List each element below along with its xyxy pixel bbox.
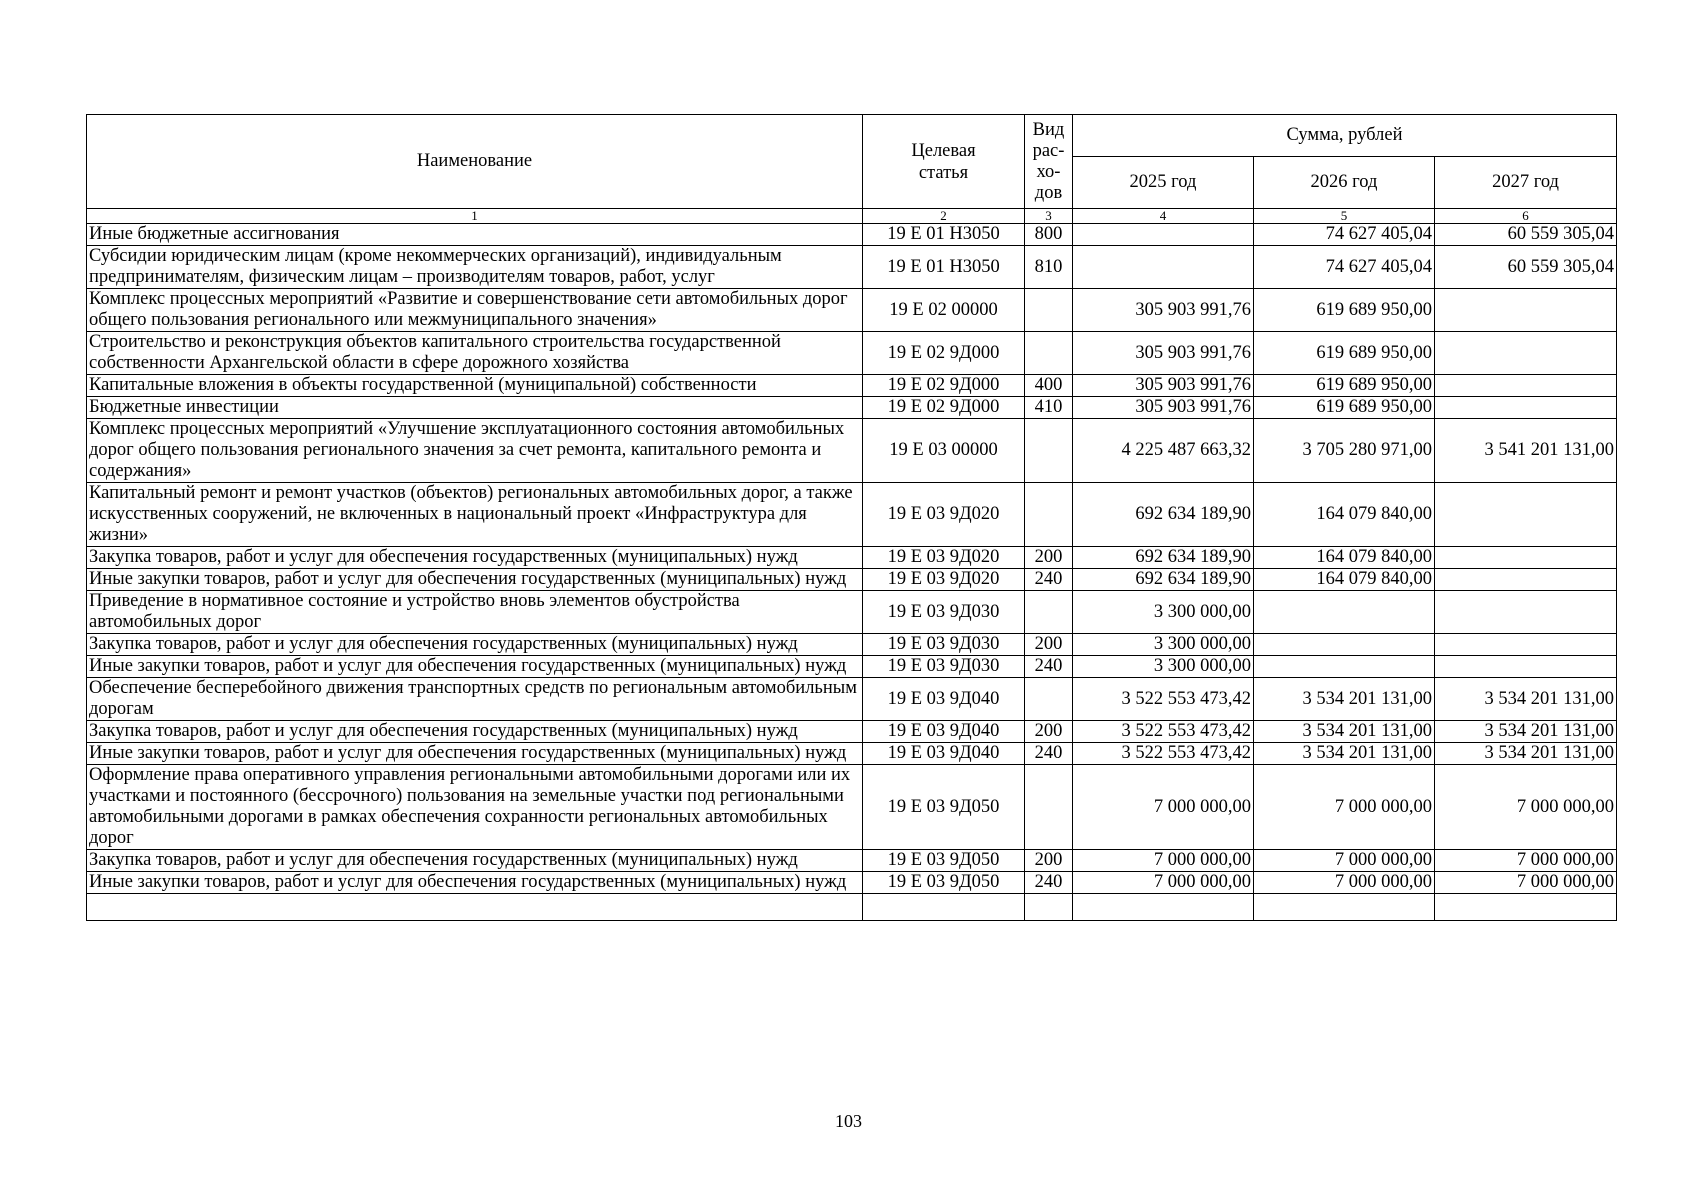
row-target-article-cell: 19 Е 03 9Д030 (863, 656, 1025, 678)
row-amount-2026-cell: 7 000 000,00 (1254, 850, 1435, 872)
row-amount-2025-cell: 305 903 991,76 (1073, 332, 1254, 375)
row-amount-2026-cell: 164 079 840,00 (1254, 547, 1435, 569)
row-amount-2026-cell (1254, 656, 1435, 678)
row-amount-2025-cell: 3 522 553 473,42 (1073, 721, 1254, 743)
row-amount-2026-cell: 74 627 405,04 (1254, 246, 1435, 289)
row-amount-2026-cell: 619 689 950,00 (1254, 375, 1435, 397)
row-target-article-cell: 19 Е 02 00000 (863, 289, 1025, 332)
header-expense-kind (1025, 115, 1073, 209)
row-expense-kind-cell (1025, 289, 1073, 332)
header-year-2025: 2025 год (1073, 157, 1254, 209)
row-amount-2026-cell: 619 689 950,00 (1254, 289, 1435, 332)
table-row (87, 721, 1617, 743)
row-amount-2026-cell: 619 689 950,00 (1254, 397, 1435, 419)
row-target-article-cell: 19 Е 03 9Д050 (863, 765, 1025, 850)
row-amount-2025-cell: 3 300 000,00 (1073, 591, 1254, 634)
row-amount-2025-cell: 692 634 189,90 (1073, 547, 1254, 569)
table-row (87, 743, 1617, 765)
header-year-2027: 2027 год (1435, 157, 1617, 209)
header-target-article-label: Целевая статья (911, 140, 976, 183)
header-sum: Сумма, рублей (1073, 115, 1617, 157)
row-expense-kind-cell (1025, 483, 1073, 547)
row-name-cell: Оформление права оперативного управления региональными автомобильными дорогами или их участками и постоянного (бессрочного) пользования на земельные участки под региональными автомобильными дорогами в рамках обеспечения сохранности региональных автомобильных дорог (87, 765, 863, 850)
row-name-cell: Иные закупки товаров, работ и услуг для обеспечения государственных (муниципальных) нужд (87, 656, 863, 678)
table-row (87, 850, 1617, 872)
row-amount-2027-cell: 3 534 201 131,00 (1435, 678, 1617, 721)
row-expense-kind-cell: 200 (1025, 547, 1073, 569)
row-amount-2025-cell: 3 522 553 473,42 (1073, 678, 1254, 721)
row-target-article-cell: 19 Е 03 9Д050 (863, 850, 1025, 872)
row-name-cell: Комплекс процессных мероприятий «Развитие и совершенствование сети автомобильных дорог общего пользования регионального или межмуниципального значения» (87, 289, 863, 332)
row-expense-kind-cell: 810 (1025, 246, 1073, 289)
row-name-cell: Закупка товаров, работ и услуг для обеспечения государственных (муниципальных) нужд (87, 547, 863, 569)
row-target-article-cell: 19 Е 03 9Д030 (863, 591, 1025, 634)
row-amount-2025-cell: 692 634 189,90 (1073, 569, 1254, 591)
row-amount-2027-cell: 60 559 305,04 (1435, 224, 1617, 246)
table-row (87, 224, 1617, 246)
row-amount-2025-cell: 3 522 553 473,42 (1073, 743, 1254, 765)
column-number: 4 (1073, 209, 1254, 224)
table-row (87, 569, 1617, 591)
row-target-article-cell: 19 Е 03 9Д040 (863, 678, 1025, 721)
row-target-article-cell: 19 Е 01 Н3050 (863, 224, 1025, 246)
row-expense-kind-cell: 410 (1025, 397, 1073, 419)
row-target-article-cell: 19 Е 02 9Д000 (863, 397, 1025, 419)
row-expense-kind-cell: 200 (1025, 850, 1073, 872)
row-target-article-cell: 19 Е 03 9Д040 (863, 743, 1025, 765)
row-target-article-cell: 19 Е 03 9Д020 (863, 547, 1025, 569)
table-row (87, 246, 1617, 289)
row-amount-2027-cell: 7 000 000,00 (1435, 850, 1617, 872)
row-amount-2026-cell: 3 534 201 131,00 (1254, 678, 1435, 721)
header-expense-kind-line: Вид (1032, 119, 1065, 140)
row-name-cell: Приведение в нормативное состояние и устройство вновь элементов обустройства автомобильных дорог (87, 591, 863, 634)
row-amount-2027-cell: 60 559 305,04 (1435, 246, 1617, 289)
row-target-article-cell: 19 Е 02 9Д000 (863, 332, 1025, 375)
row-name-cell: Комплекс процессных мероприятий «Улучшение эксплуатационного состояния автомобильных дорог общего пользования регионального значения за счет ремонта, капитального ремонта и содержания» (87, 419, 863, 483)
row-name-cell: Иные закупки товаров, работ и услуг для обеспечения государственных (муниципальных) нужд (87, 743, 863, 765)
row-target-article-cell: 19 Е 02 9Д000 (863, 375, 1025, 397)
row-amount-2025-cell: 692 634 189,90 (1073, 483, 1254, 547)
row-amount-2027-cell: 3 534 201 131,00 (1435, 743, 1617, 765)
row-name-cell: Бюджетные инвестиции (87, 397, 863, 419)
row-amount-2027-cell: 3 541 201 131,00 (1435, 419, 1617, 483)
row-name-cell: Иные закупки товаров, работ и услуг для обеспечения государственных (муниципальных) нужд (87, 569, 863, 591)
table-row (87, 872, 1617, 894)
table-row (87, 419, 1617, 483)
row-amount-2027-cell (1435, 656, 1617, 678)
row-name-cell: Капитальные вложения в объекты государственной (муниципальной) собственности (87, 375, 863, 397)
row-amount-2027-cell (1435, 332, 1617, 375)
row-target-article-cell: 19 Е 03 9Д040 (863, 721, 1025, 743)
row-amount-2025-cell: 3 300 000,00 (1073, 634, 1254, 656)
column-number: 2 (863, 209, 1025, 224)
row-target-article-cell: 19 Е 03 9Д020 (863, 569, 1025, 591)
table-row (87, 547, 1617, 569)
table-row (87, 332, 1617, 375)
table-row (87, 634, 1617, 656)
row-expense-kind-cell (1025, 765, 1073, 850)
table-row (87, 591, 1617, 634)
row-amount-2025-cell: 305 903 991,76 (1073, 289, 1254, 332)
budget-table (86, 114, 1617, 921)
row-amount-2025-cell: 7 000 000,00 (1073, 850, 1254, 872)
row-amount-2027-cell (1435, 634, 1617, 656)
row-amount-2027-cell: 3 534 201 131,00 (1435, 721, 1617, 743)
row-name-cell: Закупка товаров, работ и услуг для обеспечения государственных (муниципальных) нужд (87, 721, 863, 743)
row-amount-2026-cell: 7 000 000,00 (1254, 765, 1435, 850)
row-name-cell: Капитальный ремонт и ремонт участков (объектов) региональных автомобильных дорог, а также искусственных сооружений, не включенных в национальный проект «Инфраструктура для жизни» (87, 483, 863, 547)
row-expense-kind-cell (1025, 678, 1073, 721)
table-header (87, 115, 1617, 224)
row-amount-2027-cell (1435, 483, 1617, 547)
row-amount-2026-cell: 3 705 280 971,00 (1254, 419, 1435, 483)
row-amount-2027-cell (1435, 569, 1617, 591)
row-amount-2025-cell: 7 000 000,00 (1073, 765, 1254, 850)
row-target-article-cell: 19 Е 03 9Д020 (863, 483, 1025, 547)
row-amount-2026-cell: 74 627 405,04 (1254, 224, 1435, 246)
column-number: 6 (1435, 209, 1617, 224)
empty-row (87, 894, 1617, 921)
column-number: 1 (87, 209, 863, 224)
row-amount-2027-cell (1435, 397, 1617, 419)
column-number: 3 (1025, 209, 1073, 224)
row-expense-kind-cell: 400 (1025, 375, 1073, 397)
header-expense-kind-line: хо- (1036, 161, 1061, 182)
row-expense-kind-cell: 240 (1025, 743, 1073, 765)
row-expense-kind-cell: 240 (1025, 872, 1073, 894)
row-amount-2026-cell: 164 079 840,00 (1254, 483, 1435, 547)
row-amount-2026-cell: 619 689 950,00 (1254, 332, 1435, 375)
row-name-cell: Закупка товаров, работ и услуг для обеспечения государственных (муниципальных) нужд (87, 634, 863, 656)
row-name-cell: Субсидии юридическим лицам (кроме некоммерческих организаций), индивидуальным предпринимателям, физическим лицам – производителям товаров, работ, услуг (87, 246, 863, 289)
table-row (87, 765, 1617, 850)
table-row (87, 678, 1617, 721)
row-amount-2025-cell: 3 300 000,00 (1073, 656, 1254, 678)
row-amount-2027-cell (1435, 591, 1617, 634)
row-amount-2025-cell: 305 903 991,76 (1073, 375, 1254, 397)
column-number-row (87, 209, 1617, 224)
table-row (87, 483, 1617, 547)
row-name-cell: Строительство и реконструкция объектов капитального строительства государственной собственности Архангельской области в сфере дорожного хозяйства (87, 332, 863, 375)
row-amount-2026-cell: 164 079 840,00 (1254, 569, 1435, 591)
row-name-cell: Обеспечение бесперебойного движения транспортных средств по региональным автомобильным дорогам (87, 678, 863, 721)
row-name-cell: Иные бюджетные ассигнования (87, 224, 863, 246)
row-amount-2025-cell (1073, 224, 1254, 246)
row-target-article-cell: 19 Е 03 9Д030 (863, 634, 1025, 656)
row-amount-2025-cell: 4 225 487 663,32 (1073, 419, 1254, 483)
row-amount-2026-cell (1254, 634, 1435, 656)
row-amount-2025-cell: 7 000 000,00 (1073, 872, 1254, 894)
row-amount-2026-cell (1254, 591, 1435, 634)
row-expense-kind-cell: 200 (1025, 634, 1073, 656)
row-expense-kind-cell: 800 (1025, 224, 1073, 246)
row-expense-kind-cell: 200 (1025, 721, 1073, 743)
table-row (87, 375, 1617, 397)
row-target-article-cell: 19 Е 03 00000 (863, 419, 1025, 483)
row-name-cell: Иные закупки товаров, работ и услуг для обеспечения государственных (муниципальных) нужд (87, 872, 863, 894)
row-amount-2027-cell (1435, 375, 1617, 397)
header-year-2026: 2026 год (1254, 157, 1435, 209)
row-expense-kind-cell (1025, 591, 1073, 634)
header-expense-kind-line: рас- (1032, 140, 1065, 161)
table-row (87, 397, 1617, 419)
header-target-article (863, 115, 1025, 209)
row-name-cell: Закупка товаров, работ и услуг для обеспечения государственных (муниципальных) нужд (87, 850, 863, 872)
column-number: 5 (1254, 209, 1435, 224)
page-number: 103 (835, 1111, 862, 1131)
row-target-article-cell: 19 Е 01 Н3050 (863, 246, 1025, 289)
row-amount-2027-cell (1435, 289, 1617, 332)
row-amount-2026-cell: 3 534 201 131,00 (1254, 743, 1435, 765)
header-name: Наименование (87, 115, 863, 209)
row-expense-kind-cell: 240 (1025, 656, 1073, 678)
row-amount-2027-cell (1435, 547, 1617, 569)
row-target-article-cell: 19 Е 03 9Д050 (863, 872, 1025, 894)
row-amount-2025-cell (1073, 246, 1254, 289)
header-expense-kind-line: дов (1034, 182, 1063, 203)
row-amount-2025-cell: 305 903 991,76 (1073, 397, 1254, 419)
row-expense-kind-cell: 240 (1025, 569, 1073, 591)
table-body (87, 224, 1617, 921)
row-amount-2027-cell: 7 000 000,00 (1435, 872, 1617, 894)
budget-document (86, 114, 1616, 921)
row-amount-2026-cell: 3 534 201 131,00 (1254, 721, 1435, 743)
row-expense-kind-cell (1025, 332, 1073, 375)
row-expense-kind-cell (1025, 419, 1073, 483)
row-amount-2027-cell: 7 000 000,00 (1435, 765, 1617, 850)
table-row (87, 289, 1617, 332)
table-row (87, 656, 1617, 678)
row-amount-2026-cell: 7 000 000,00 (1254, 872, 1435, 894)
